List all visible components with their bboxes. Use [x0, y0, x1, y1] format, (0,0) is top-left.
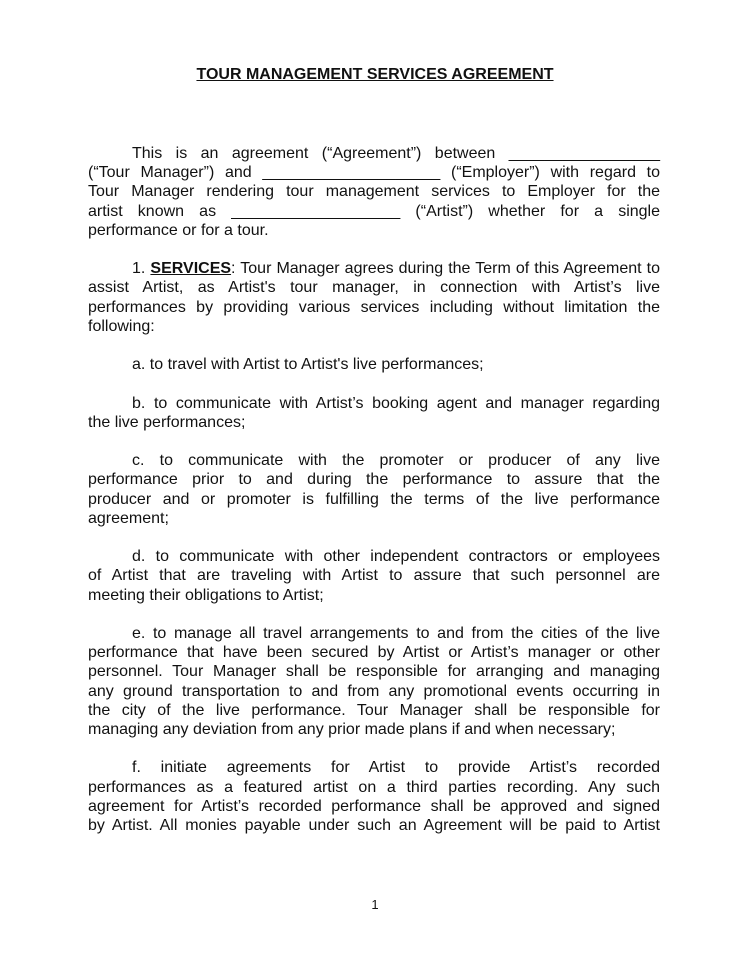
section-heading: SERVICES — [150, 260, 232, 278]
text-line: by Artist. All monies payable under such an Agreement will be paid to Artist — [88, 817, 660, 834]
text-line: performance or for a tour. — [88, 221, 269, 239]
text-line: following: — [88, 317, 155, 335]
text-line: agreement; — [88, 509, 169, 527]
text-line: the live performances; — [88, 413, 246, 431]
text-line: c. to communicate with the promoter or producer of any live — [132, 452, 660, 470]
paragraph-intro — [88, 144, 660, 240]
text-line: of Artist that are traveling with Artist to assure that such personnel are — [88, 567, 660, 585]
text-line: e. to manage all travel arrangements to and from the cities of the live — [132, 624, 660, 642]
paragraph-item-a — [88, 355, 660, 374]
text-line: performance that have been secured by Artist or Artist’s manager or other — [88, 644, 660, 662]
text-line: (“Tour Manager”) and ____________________ (“Employer”) with regard to — [88, 164, 660, 182]
document-title: TOUR MANAGEMENT SERVICES AGREEMENT — [196, 66, 554, 83]
document-body — [88, 144, 660, 854]
paragraph-services — [88, 259, 660, 336]
paragraph-item-d — [88, 547, 660, 605]
text-line — [88, 259, 660, 278]
text-line: This is an agreement (“Agreement”) between _________________ — [132, 145, 660, 162]
text-line: b. to communicate with Artist’s booking agent and manager regarding — [132, 394, 660, 412]
paragraph-item-b — [88, 394, 660, 432]
text-line: producer and or promoter is fulfilling the terms of the live performance — [88, 490, 660, 508]
page-number: 1 — [371, 897, 379, 912]
text-line: managing any deviation from any prior made plans if and when necessary; — [88, 721, 616, 738]
text-line: f. initiate agreements for Artist to provide Artist’s recorded — [132, 759, 660, 777]
text-line: any ground transportation to and from any promotional events occurring in — [88, 682, 660, 700]
paragraph-item-c — [88, 451, 660, 528]
text-line: a. to travel with Artist to Artist's live performances; — [132, 356, 484, 374]
section-text: : Tour Manager agrees during the Term of this Agreement to — [231, 260, 660, 278]
text-line: assist Artist, as Artist's tour manager, in connection with Artist’s live — [88, 279, 660, 297]
text-line: performances by providing various services including without limitation the — [88, 298, 660, 316]
text-line: performances as a featured artist on a third parties recording. Any such — [88, 778, 660, 796]
text-line: personnel. Tour Manager shall be responsible for arranging and managing — [88, 663, 660, 681]
text-line: artist known as ___________________ (“Artist”) whether for a single — [88, 202, 660, 220]
text-line: d. to communicate with other independent contractors or employees — [132, 548, 660, 566]
text-line: the city of the live performance. Tour Manager shall be responsible for — [88, 701, 660, 719]
text-line: performance prior to and during the performance to assure that the — [88, 471, 660, 489]
text-line: agreement for Artist’s recorded performance shall be approved and signed — [88, 797, 660, 815]
text-line: Tour Manager rendering tour management services to Employer for the — [88, 183, 660, 201]
text-line: meeting their obligations to Artist; — [88, 586, 324, 604]
section-number: 1. — [132, 260, 151, 278]
paragraph-item-f — [88, 758, 660, 835]
paragraph-item-e — [88, 624, 660, 739]
